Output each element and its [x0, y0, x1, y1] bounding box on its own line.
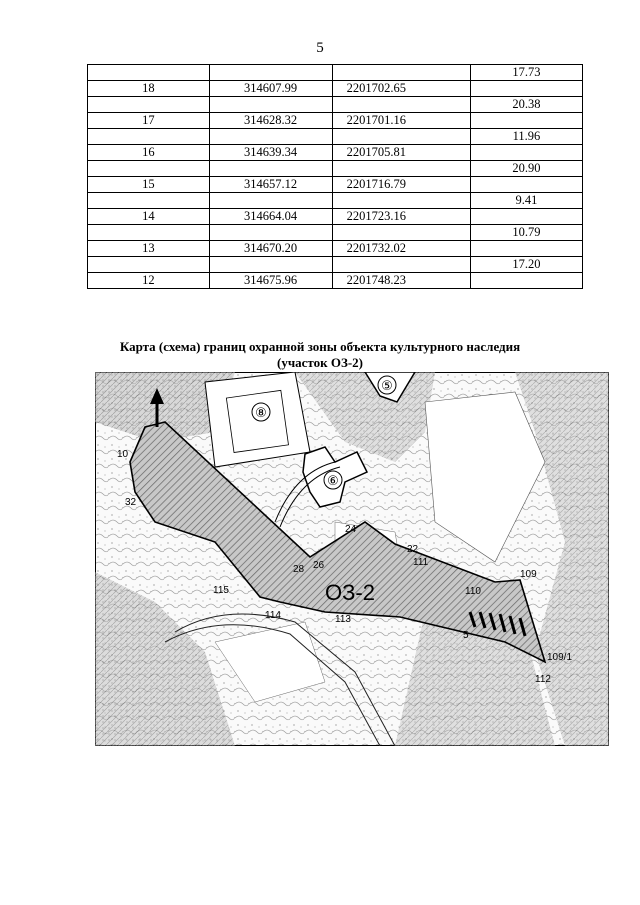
table-cell-y	[332, 129, 470, 145]
object-label: ⑧	[255, 405, 267, 420]
table-cell-y	[332, 65, 470, 81]
table-cell-n	[88, 129, 210, 145]
table-cell-d	[470, 273, 582, 289]
table-cell-y	[332, 225, 470, 241]
table-cell-y: 2201732.02	[332, 241, 470, 257]
map-title-line-1: Карта (схема) границ охранной зоны объекта культурного наследия	[119, 339, 521, 354]
map-scheme	[95, 372, 609, 746]
map-title	[0, 339, 640, 371]
table-cell-d	[470, 177, 582, 193]
table-row	[88, 113, 583, 129]
table-cell-x	[209, 225, 332, 241]
table-row	[88, 65, 583, 81]
table-cell-x: 314664.04	[209, 209, 332, 225]
table-cell-n: 13	[88, 241, 210, 257]
point-label: 114	[265, 610, 281, 621]
table-cell-n: 14	[88, 209, 210, 225]
table-row	[88, 225, 583, 241]
table-cell-x: 314675.96	[209, 273, 332, 289]
point-label: 112	[535, 674, 551, 685]
table-cell-d: 17.73	[470, 65, 582, 81]
table-cell-y: 2201723.16	[332, 209, 470, 225]
table-row	[88, 81, 583, 97]
table-cell-y	[332, 97, 470, 113]
table-cell-d: 11.96	[470, 129, 582, 145]
table-cell-n: 12	[88, 273, 210, 289]
table-cell-n: 15	[88, 177, 210, 193]
table-cell-x: 314639.34	[209, 145, 332, 161]
table-row	[88, 257, 583, 273]
table-cell-n: 16	[88, 145, 210, 161]
table-cell-d: 9.41	[470, 193, 582, 209]
table-cell-x: 314628.32	[209, 113, 332, 129]
table-cell-y: 2201702.65	[332, 81, 470, 97]
table-cell-d	[470, 241, 582, 257]
map-drawing	[95, 372, 609, 746]
table-cell-y	[332, 193, 470, 209]
table-cell-d	[470, 145, 582, 161]
table-row	[88, 241, 583, 257]
table-cell-x	[209, 65, 332, 81]
table-cell-n	[88, 97, 210, 113]
table-row	[88, 209, 583, 225]
table-cell-d: 20.90	[470, 161, 582, 177]
zone-label: ОЗ-2	[325, 580, 375, 605]
point-label: 110	[465, 586, 481, 597]
table-cell-d: 10.79	[470, 225, 582, 241]
table-cell-x	[209, 97, 332, 113]
table-row	[88, 97, 583, 113]
table-row	[88, 161, 583, 177]
table-cell-d: 20.38	[470, 97, 582, 113]
table-cell-n	[88, 161, 210, 177]
table-cell-n: 18	[88, 81, 210, 97]
table-cell-x	[209, 257, 332, 273]
table-cell-y	[332, 161, 470, 177]
point-label: 24	[345, 524, 357, 535]
table-cell-n: 17	[88, 113, 210, 129]
point-label: 10	[117, 449, 129, 460]
point-label: 5	[463, 630, 469, 641]
point-label: 109/1	[547, 652, 573, 663]
table-cell-x: 314670.20	[209, 241, 332, 257]
table-cell-n	[88, 65, 210, 81]
point-label: 22	[407, 544, 419, 555]
table-cell-d	[470, 113, 582, 129]
point-label: 115	[213, 585, 229, 596]
point-label: 109	[520, 569, 537, 580]
table-cell-y	[332, 257, 470, 273]
table-cell-y: 2201705.81	[332, 145, 470, 161]
point-label: 32	[125, 497, 137, 508]
point-label: 26	[313, 560, 325, 571]
point-label: 111	[413, 557, 429, 568]
table-row	[88, 177, 583, 193]
table-cell-d: 17.20	[470, 257, 582, 273]
table-cell-x: 314607.99	[209, 81, 332, 97]
table-cell-n	[88, 193, 210, 209]
table-row	[88, 145, 583, 161]
table-cell-d	[470, 209, 582, 225]
table-cell-x	[209, 161, 332, 177]
page-number: 5	[316, 40, 324, 56]
table-row	[88, 273, 583, 289]
point-label: 28	[293, 564, 305, 575]
map-title-line-2: (участок ОЗ-2)	[276, 355, 364, 370]
table-cell-y: 2201716.79	[332, 177, 470, 193]
table-cell-y: 2201701.16	[332, 113, 470, 129]
table-cell-n	[88, 257, 210, 273]
table-cell-x	[209, 129, 332, 145]
table-cell-x: 314657.12	[209, 177, 332, 193]
table-row	[88, 129, 583, 145]
table-cell-n	[88, 225, 210, 241]
table-cell-d	[470, 81, 582, 97]
point-label: 113	[335, 614, 351, 625]
table-cell-x	[209, 193, 332, 209]
object-label: ⑤	[381, 378, 393, 393]
table-cell-y: 2201748.23	[332, 273, 470, 289]
object-label: ⑥	[327, 473, 339, 488]
coordinates-table	[87, 64, 583, 289]
table-row	[88, 193, 583, 209]
